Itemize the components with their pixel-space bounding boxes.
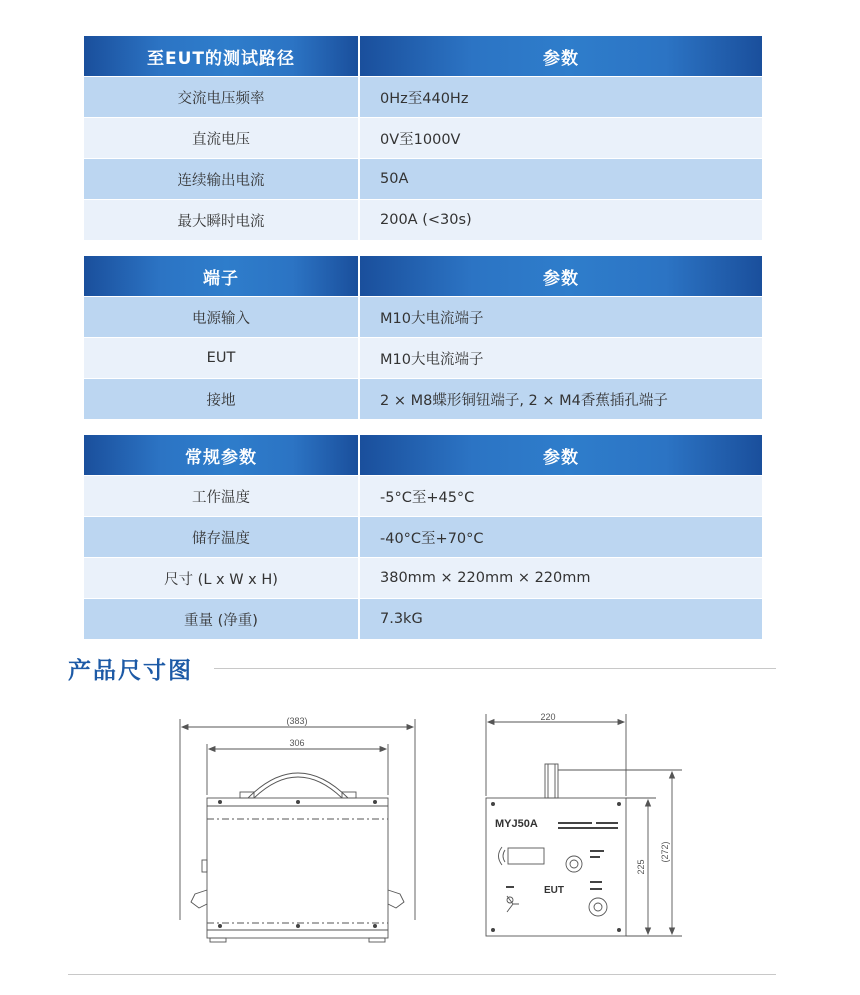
param-name: EUT bbox=[84, 338, 358, 378]
table-row bbox=[84, 200, 762, 240]
param-value: M10大电流端子 bbox=[360, 297, 762, 337]
spec-table-terminals bbox=[84, 256, 762, 419]
param-name: 连续输出电流 bbox=[84, 159, 358, 199]
divider bbox=[214, 668, 776, 669]
table-row bbox=[84, 338, 762, 378]
param-value: 2 × M8蝶形铜钮端子, 2 × M4香蕉插孔端子 bbox=[360, 379, 762, 419]
param-name: 接地 bbox=[84, 379, 358, 419]
param-name: 工作温度 bbox=[84, 476, 358, 516]
table-row bbox=[84, 476, 762, 516]
header-cell: 参数 bbox=[360, 36, 762, 76]
param-name: 交流电压频率 bbox=[84, 77, 358, 117]
dimension-drawing bbox=[170, 700, 700, 950]
table-row bbox=[84, 517, 762, 557]
table-header bbox=[84, 36, 762, 76]
table-header bbox=[84, 256, 762, 296]
param-value: M10大电流端子 bbox=[360, 338, 762, 378]
divider bbox=[68, 974, 776, 975]
param-name: 尺寸 (L x W x H) bbox=[84, 558, 358, 598]
table-row bbox=[84, 118, 762, 158]
table-row bbox=[84, 379, 762, 419]
param-value: -40°C至+70°C bbox=[360, 517, 762, 557]
header-cell: 端子 bbox=[84, 256, 358, 296]
param-name: 重量 (净重) bbox=[84, 599, 358, 639]
model-label: MYJ50A bbox=[495, 818, 538, 830]
side-total-height-dim: (272) bbox=[660, 841, 670, 863]
side-height-dim: 225 bbox=[636, 859, 646, 875]
header-cell: 常规参数 bbox=[84, 435, 358, 475]
eut-label: EUT bbox=[544, 885, 564, 896]
table-header bbox=[84, 435, 762, 475]
header-cell: 参数 bbox=[360, 435, 762, 475]
table-row bbox=[84, 77, 762, 117]
table-row bbox=[84, 599, 762, 639]
front-inner-dim: 306 bbox=[289, 738, 305, 748]
param-name: 电源输入 bbox=[84, 297, 358, 337]
spec-table-test-path bbox=[84, 36, 762, 240]
param-name: 最大瞬时电流 bbox=[84, 200, 358, 240]
param-name: 储存温度 bbox=[84, 517, 358, 557]
table-row bbox=[84, 558, 762, 598]
param-value: 0Hz至440Hz bbox=[360, 77, 762, 117]
table-row bbox=[84, 159, 762, 199]
param-value: -5°C至+45°C bbox=[360, 476, 762, 516]
front-width-dim: (383) bbox=[286, 716, 308, 726]
param-name: 直流电压 bbox=[84, 118, 358, 158]
param-value: 7.3kG bbox=[360, 599, 762, 639]
spec-table-general bbox=[84, 435, 762, 639]
header-cell: 至EUT的测试路径 bbox=[84, 36, 358, 76]
param-value: 380mm × 220mm × 220mm bbox=[360, 558, 762, 598]
param-value: 50A bbox=[360, 159, 762, 199]
param-value: 0V至1000V bbox=[360, 118, 762, 158]
table-row bbox=[84, 297, 762, 337]
header-cell: 参数 bbox=[360, 256, 762, 296]
side-width-dim: 220 bbox=[540, 712, 556, 722]
param-value: 200A (<30s) bbox=[360, 200, 762, 240]
section-title: 产品尺寸图 bbox=[68, 658, 193, 684]
